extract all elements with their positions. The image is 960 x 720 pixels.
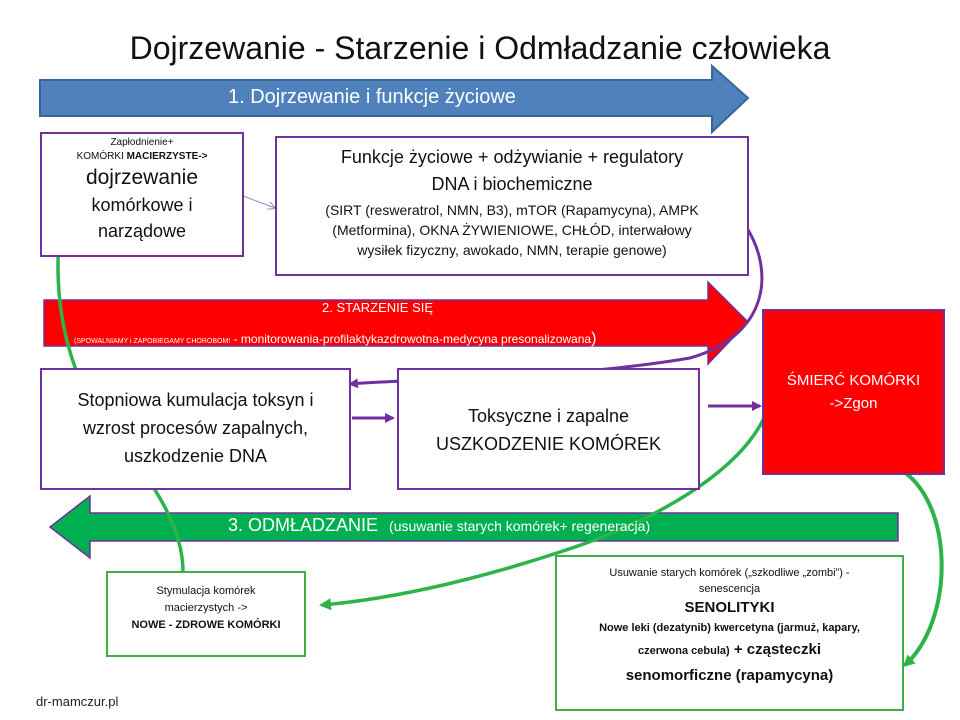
fertilization-line3: dojrzewanie	[85, 166, 199, 189]
rejuvenation-arrow-sub: (usuwanie starych komórek+ regeneracja)	[389, 518, 651, 534]
senolytics-line3: SENOLITYKI	[684, 599, 775, 616]
functions-line5: wysiłek fizyczny, awokado, NMN, terapie genowe)	[357, 242, 667, 258]
damage-line1: Toksyczne i zapalne	[467, 406, 630, 426]
damage-line2: USZKODZENIE KOMÓREK	[435, 434, 662, 454]
accumulation-box	[40, 368, 351, 490]
senolytics-line4: Nowe leki (dezatynib) kwercetyna (jarmuż, kapary,	[599, 622, 860, 634]
functions-line3: (SIRT (resweratrol, NMN, B3), mTOR (Rapamycyna), AMPK	[325, 202, 699, 218]
functions-line4: (Metformina), OKNA ŻYWIENIOWE, CHŁÓD, interwałowy	[332, 222, 692, 238]
functions-line1: Funkcje życiowe + odżywianie + regulatory	[340, 147, 684, 167]
functions-line2: DNA i biochemiczne	[431, 174, 593, 194]
fertilization-line5: narządowe	[97, 221, 187, 241]
fertilization-line2	[42, 150, 242, 164]
accumulation-line2: wzrost procesów zapalnych,	[82, 418, 309, 438]
senolytics-line5	[557, 637, 902, 664]
aging-arrow	[44, 282, 748, 364]
aging-arrow-sub-text: - monitorowania-profilaktykazdrowotna-medycyna presonalizowana	[230, 332, 592, 346]
damage-box	[397, 368, 700, 490]
senolytics-line5-small: czerwona cebula)	[637, 645, 730, 657]
stem-cells-box	[106, 571, 306, 657]
fertilization-line1: Zapłodnienie+	[110, 137, 174, 148]
rejuvenation-arrow-title: 3. ODMŁADZANIE	[228, 515, 379, 535]
senolytics-line5-big: + cząsteczki	[729, 641, 821, 658]
fertilization-box	[40, 132, 244, 257]
stem-line1: Stymulacja komórek	[156, 585, 256, 597]
footer-site: dr-mamczur.pl	[36, 694, 119, 709]
accumulation-line1: Stopniowa kumulacja toksyn i	[77, 390, 314, 410]
stem-line2: macierzystych ->	[164, 602, 248, 614]
aging-arrow-title: 2. STARZENIE SIĘ	[322, 300, 434, 315]
stem-line3: NOWE - ZDROWE KOMÓRKI	[131, 619, 281, 631]
senolytics-box	[555, 555, 904, 711]
senolytics-line1: Usuwanie starych komórek („szkodliwe „zombi”) -	[609, 567, 850, 579]
death-to-senolytics-arrow	[898, 468, 942, 665]
maturation-arrow-label: 1. Dojrzewanie i funkcje życiowe	[228, 86, 516, 108]
death-box	[762, 309, 945, 475]
fertilization-line4: komórkowe i	[91, 195, 193, 215]
fertilization-line2-pre: KOMÓRKI	[76, 151, 127, 162]
fertilization-to-functions-arrow	[243, 196, 275, 208]
aging-arrow-subtitle	[74, 330, 596, 348]
aging-arrow-paren: )	[591, 330, 597, 347]
fertilization-line2-bold: MACIERZYSTE->	[126, 151, 208, 162]
rejuvenation-arrow-label	[228, 515, 650, 536]
page-title: Dojrzewanie - Starzenie i Odmładzanie człowieka	[129, 30, 831, 66]
accumulation-line3: uszkodzenie DNA	[123, 446, 268, 466]
functions-box	[275, 136, 749, 276]
senolytics-line2: senescencja	[698, 583, 761, 595]
senolytics-line6: senomorficzne (rapamycyna)	[625, 667, 834, 684]
aging-arrow-sub-small: (SPOWALNIAMY i ZAPOBIEGAMY CHOROBOM!	[74, 338, 231, 345]
death-line2: ->Zgon	[829, 395, 878, 412]
death-line1: ŚMIERĆ KOMÓRKI	[786, 372, 921, 389]
